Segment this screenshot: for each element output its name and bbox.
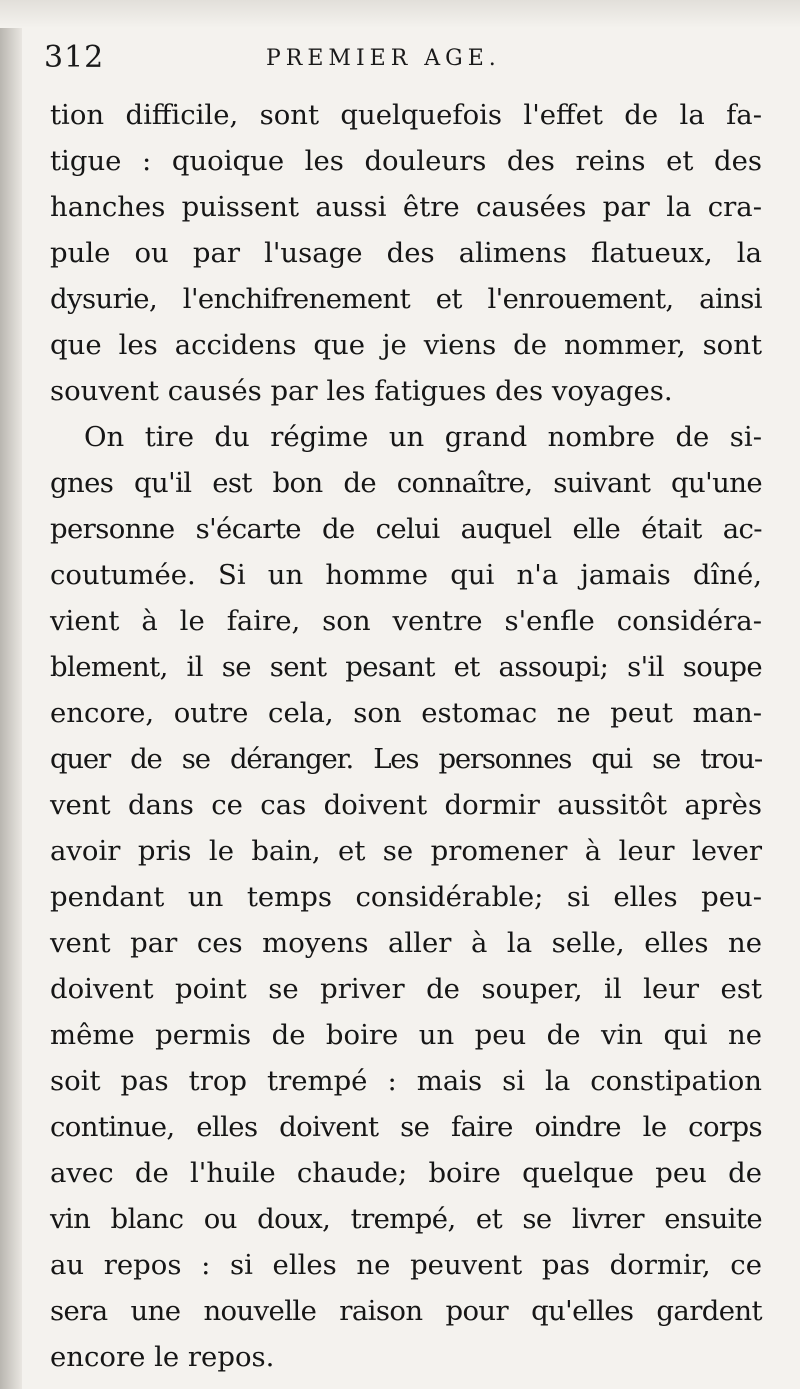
text-line: doivent point se priver de souper, il leur est	[50, 973, 762, 1005]
text-line: avec de l'huile chaude; boire quelque peu de	[50, 1157, 762, 1189]
text-line: vient à le faire, son ventre s'enfle considéra-	[50, 605, 762, 637]
text-line: vent dans ce cas doivent dormir aussitôt après	[50, 789, 762, 821]
text-line: sera une nouvelle raison pour qu'elles gardent	[50, 1295, 762, 1327]
text-line: vent par ces moyens aller à la selle, elles ne	[50, 927, 762, 959]
page-header	[44, 40, 760, 80]
text-line: dysurie, l'enchifrenement et l'enrouement, ainsi	[50, 283, 762, 315]
body-text	[50, 92, 762, 1380]
text-line: pule ou par l'usage des alimens flatueux, la	[50, 237, 762, 269]
text-line: soit pas trop trempé : mais si la constipation	[50, 1065, 762, 1097]
text-line: au repos : si elles ne peuvent pas dormir, ce	[50, 1249, 762, 1281]
page-number: 312	[44, 40, 105, 75]
text-line: tigue : quoique les douleurs des reins et des	[50, 145, 762, 177]
text-line: gnes qu'il est bon de connaître, suivant qu'une	[50, 467, 762, 499]
text-line: tion difficile, sont quelquefois l'effet de la fa-	[50, 99, 762, 131]
text-line: continue, elles doivent se faire oindre le corps	[50, 1111, 762, 1143]
text-line: quer de se déranger. Les personnes qui se trou-	[50, 743, 762, 775]
text-line: avoir pris le bain, et se promener à leur lever	[50, 835, 762, 867]
text-line: encore, outre cela, son estomac ne peut man-	[50, 697, 762, 729]
text-line: blement, il se sent pesant et assoupi; s'il soupe	[50, 651, 762, 683]
paragraph-end-line: encore le repos.	[50, 1341, 275, 1373]
running-head: PREMIER AGE.	[266, 46, 501, 71]
text-line: personne s'écarte de celui auquel elle était ac-	[50, 513, 762, 545]
paragraph-end-line: souvent causés par les fatigues des voyages.	[50, 375, 673, 407]
text-line: coutumée. Si un homme qui n'a jamais dîné,	[50, 559, 762, 591]
text-line: hanches puissent aussi être causées par la cra-	[50, 191, 762, 223]
text-line: même permis de boire un peu de vin qui ne	[50, 1019, 762, 1051]
text-line: vin blanc ou doux, trempé, et se livrer ensuite	[50, 1203, 762, 1235]
paragraph-start-line: On tire du régime un grand nombre de si-	[84, 421, 762, 453]
text-line: que les accidens que je viens de nommer, sont	[50, 329, 762, 361]
text-line: pendant un temps considérable; si elles peu-	[50, 881, 762, 913]
